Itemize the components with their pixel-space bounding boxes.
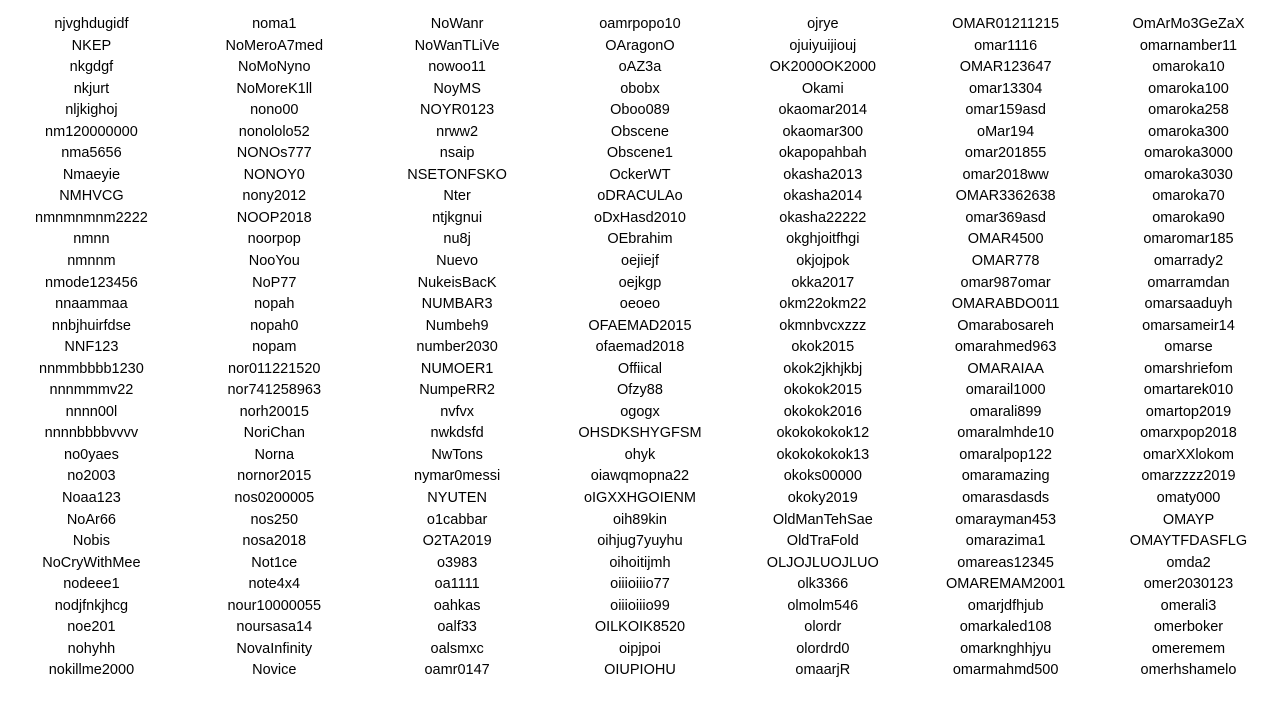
username-cell: omarXXlokom bbox=[1142, 446, 1235, 463]
username-cell: ojuiyuijiouj bbox=[789, 37, 857, 54]
username-cell: nsaip bbox=[439, 145, 475, 162]
username-cell: okm22okm22 bbox=[779, 296, 867, 313]
username-cell: nodeee1 bbox=[63, 576, 120, 593]
username-cell: nmode123456 bbox=[45, 274, 138, 291]
username-cell: NoWanTLiVe bbox=[414, 37, 500, 54]
username-cell: NSETONFSKO bbox=[407, 166, 507, 183]
username-cell: omerhshamelo bbox=[1140, 662, 1237, 679]
username-cell: o1cabbar bbox=[426, 511, 488, 528]
username-cell: oiiioiiio77 bbox=[610, 576, 670, 593]
username-cell: okka2017 bbox=[791, 274, 855, 291]
username-cell: omarshriefom bbox=[1144, 360, 1233, 377]
username-cell: number2030 bbox=[416, 339, 498, 356]
username-cell: nnmmbbbb1230 bbox=[39, 360, 144, 377]
username-cell: nour10000055 bbox=[227, 597, 322, 614]
username-cell: NoAr66 bbox=[66, 511, 116, 528]
username-cell: omar1116 bbox=[974, 37, 1038, 54]
username-cell: omarayman453 bbox=[955, 511, 1057, 528]
username-cell: omartop2019 bbox=[1145, 403, 1232, 420]
username-cell: nnnn00l bbox=[65, 403, 118, 420]
username-cell: nwkdsfd bbox=[430, 425, 484, 442]
username-cell: NoCryWithMee bbox=[42, 554, 141, 571]
username-cell: ogogx bbox=[620, 403, 660, 420]
username-cell: OMAR123647 bbox=[959, 59, 1052, 76]
username-cell: okok2015 bbox=[791, 339, 855, 356]
username-cell: omda2 bbox=[1166, 554, 1211, 571]
username-cell: Obscene1 bbox=[606, 145, 673, 162]
username-cell: OMAR3362638 bbox=[955, 188, 1056, 205]
username-cell: oDxHasd2010 bbox=[594, 209, 686, 226]
username-cell: norh20015 bbox=[239, 403, 309, 420]
username-cell: nos250 bbox=[250, 511, 299, 528]
username-cell: omaroka258 bbox=[1148, 102, 1229, 119]
username-cell: oejiejf bbox=[621, 253, 659, 270]
username-cell: okapopahbah bbox=[778, 145, 867, 162]
username-cell: omaralpop122 bbox=[959, 446, 1052, 463]
username-cell: omarsaaduyh bbox=[1144, 296, 1233, 313]
username-cell: oalsmxc bbox=[430, 640, 484, 657]
username-cell: omarkaled108 bbox=[959, 619, 1052, 636]
username-cell: ofaemad2018 bbox=[595, 339, 685, 356]
username-cell: NONOY0 bbox=[243, 166, 305, 183]
column-4 bbox=[549, 14, 732, 705]
username-cell: oahkas bbox=[433, 597, 481, 614]
username-cell: omaroka3030 bbox=[1144, 166, 1233, 183]
username-cell: omaroka3000 bbox=[1144, 145, 1233, 162]
username-cell: nosa2018 bbox=[242, 533, 307, 550]
username-cell: NoriChan bbox=[243, 425, 305, 442]
username-cell: omaroka100 bbox=[1148, 80, 1229, 97]
username-cell: nonololo52 bbox=[238, 123, 310, 140]
username-cell: omaarjR bbox=[795, 662, 851, 679]
username-cell: omarramdan bbox=[1147, 274, 1230, 291]
username-cell: olmolm546 bbox=[787, 597, 859, 614]
username-cell: OAragonO bbox=[605, 37, 675, 54]
username-cell: Nmaeyie bbox=[62, 166, 121, 183]
username-cell: noma1 bbox=[252, 16, 297, 32]
username-cell: okok2jkhjkbj bbox=[783, 360, 863, 377]
username-cell: olk3366 bbox=[797, 576, 849, 593]
username-cell: omarse bbox=[1164, 339, 1213, 356]
column-7 bbox=[1097, 14, 1280, 705]
column-6 bbox=[914, 14, 1097, 705]
username-cell: omerali3 bbox=[1160, 597, 1217, 614]
username-cell: okoky2019 bbox=[787, 490, 858, 507]
username-cell: OckerWT bbox=[609, 166, 671, 183]
username-cell: omartarek010 bbox=[1143, 382, 1234, 399]
username-cell: OFAEMAD2015 bbox=[588, 317, 692, 334]
username-cell: omar159asd bbox=[965, 102, 1046, 119]
username-cell: nopah0 bbox=[250, 317, 299, 334]
username-cell: okokok2016 bbox=[783, 403, 862, 420]
username-cell: olordrd0 bbox=[796, 640, 850, 657]
username-cell: nu8j bbox=[443, 231, 471, 248]
username-cell: omarail1000 bbox=[965, 382, 1046, 399]
username-cell: nnaammaa bbox=[55, 296, 128, 313]
username-cell: Norna bbox=[254, 446, 295, 463]
username-cell: nljkighoj bbox=[65, 102, 118, 119]
username-cell: nopah bbox=[254, 296, 295, 313]
username-cell: nmnnm bbox=[67, 253, 116, 270]
username-cell: Nter bbox=[443, 188, 471, 205]
username-cell: nma5656 bbox=[61, 145, 122, 162]
username-cell: omerboker bbox=[1153, 619, 1224, 636]
username-cell: okasha22222 bbox=[779, 209, 867, 226]
username-cell: nkjurt bbox=[73, 80, 110, 97]
username-cell: ntjkgnui bbox=[432, 209, 483, 226]
username-cell: NoWanr bbox=[430, 16, 484, 32]
username-cell: nrww2 bbox=[436, 123, 479, 140]
username-cell: NOOP2018 bbox=[236, 209, 312, 226]
username-cell: omareas12345 bbox=[957, 554, 1055, 571]
username-cell: okokokokok12 bbox=[776, 425, 870, 442]
username-cell: omar13304 bbox=[968, 80, 1043, 97]
username-cell: noorpop bbox=[247, 231, 301, 248]
username-cell: OMARABDO011 bbox=[951, 296, 1060, 313]
username-cell: NUMBAR3 bbox=[421, 296, 493, 313]
username-cell: NukeisBacK bbox=[417, 274, 497, 291]
username-cell: olordr bbox=[804, 619, 842, 636]
username-cell: ohyk bbox=[624, 446, 656, 463]
username-cell: Obscene bbox=[610, 123, 669, 140]
username-cell: Omarabosareh bbox=[957, 317, 1054, 334]
username-cell: Nuevo bbox=[436, 253, 479, 270]
username-cell: NYUTEN bbox=[427, 490, 487, 507]
username-cell: OMAYP bbox=[1162, 511, 1215, 528]
username-cell: oeoeo bbox=[619, 296, 661, 313]
username-cell: nor011221520 bbox=[228, 360, 321, 377]
username-cell: noursasa14 bbox=[236, 619, 313, 636]
username-cell: oIGXXHGOIENM bbox=[583, 490, 696, 507]
username-cell: okokokokok13 bbox=[776, 446, 870, 463]
username-cell: oamr0147 bbox=[424, 662, 490, 679]
username-cell: omarali899 bbox=[969, 403, 1042, 420]
username-cell: NoyMS bbox=[433, 80, 481, 97]
username-cell: okghjoitfhgi bbox=[786, 231, 860, 248]
username-cell: nony2012 bbox=[242, 188, 307, 205]
username-cell: Offiical bbox=[617, 360, 662, 377]
username-cell: oDRACULAo bbox=[597, 188, 683, 205]
username-cell: okaomar2014 bbox=[778, 102, 868, 119]
username-cell: OMAYTFDASFLG bbox=[1129, 533, 1248, 550]
username-cell: omeremem bbox=[1151, 640, 1226, 657]
username-cell: Nobis bbox=[72, 533, 110, 550]
username-cell: OMAR01211215 bbox=[952, 16, 1060, 32]
username-cell: NoMeroA7med bbox=[225, 37, 324, 54]
username-cell: nkgdgf bbox=[69, 59, 114, 76]
username-cell: Novice bbox=[252, 662, 297, 679]
username-cell: okasha2013 bbox=[783, 166, 863, 183]
username-cell: okaomar300 bbox=[782, 123, 864, 140]
username-cell: O2TA2019 bbox=[422, 533, 492, 550]
username-cell: omarsameir14 bbox=[1142, 317, 1235, 334]
username-cell: nor741258963 bbox=[227, 382, 322, 399]
username-cell: omar987omar bbox=[960, 274, 1051, 291]
username-cell: NKEP bbox=[71, 37, 112, 54]
username-cell: oiawqmopna22 bbox=[590, 468, 690, 485]
username-cell: omarxpop2018 bbox=[1140, 425, 1237, 442]
username-cell: OmArMo3GeZaX bbox=[1132, 16, 1245, 32]
username-cell: NoMoNyno bbox=[238, 59, 311, 76]
username-cell: NooYou bbox=[248, 253, 300, 270]
username-cell: nos0200005 bbox=[234, 490, 315, 507]
column-5 bbox=[731, 14, 914, 705]
username-cell: NoP77 bbox=[252, 274, 297, 291]
username-cell: NovaInfinity bbox=[236, 640, 313, 657]
username-cell: Numbeh9 bbox=[425, 317, 489, 334]
username-cell: nodjfnkjhcg bbox=[54, 597, 129, 614]
username-cell: no0yaes bbox=[64, 446, 119, 463]
username-cell: oihjug7yuyhu bbox=[597, 533, 683, 550]
username-cell: omarahmed963 bbox=[954, 339, 1057, 356]
username-cell: omarrady2 bbox=[1153, 253, 1224, 270]
username-cell: omarjdfhjub bbox=[967, 597, 1044, 614]
username-cell: nnnmmmv22 bbox=[49, 382, 134, 399]
username-cell: NUMOER1 bbox=[420, 360, 494, 377]
username-cell: omarazima1 bbox=[965, 533, 1046, 550]
username-cell: omaroka10 bbox=[1152, 59, 1225, 76]
username-cell: o3983 bbox=[436, 554, 478, 571]
username-cell: NoMoreK1ll bbox=[236, 80, 313, 97]
username-cell: oMar194 bbox=[977, 123, 1035, 140]
username-cell: oipjpoi bbox=[618, 640, 661, 657]
username-cell: OMAREMAM2001 bbox=[946, 576, 1066, 593]
username-cell: omaroka300 bbox=[1148, 123, 1229, 140]
username-cell: Not1ce bbox=[251, 554, 298, 571]
username-cell: NONOs777 bbox=[236, 145, 312, 162]
column-2 bbox=[183, 14, 366, 705]
username-cell: okoks00000 bbox=[783, 468, 862, 485]
username-cell: nmnn bbox=[73, 231, 110, 248]
username-cell: omarnamber11 bbox=[1139, 37, 1238, 54]
username-cell: nopam bbox=[252, 339, 297, 356]
username-cell: OMAR4500 bbox=[967, 231, 1044, 248]
username-cell: NwTons bbox=[431, 446, 483, 463]
username-cell: NNF123 bbox=[64, 339, 119, 356]
username-cell: omarknghhjyu bbox=[960, 640, 1052, 657]
username-cell: nohyhh bbox=[67, 640, 116, 657]
username-cell: oiiioiiio99 bbox=[610, 597, 670, 614]
username-cell: ojrye bbox=[807, 16, 839, 32]
username-cell: oa1111 bbox=[434, 576, 480, 593]
username-cell: oejkgp bbox=[618, 274, 662, 291]
username-cell: NumpeRR2 bbox=[419, 382, 495, 399]
username-cell: nono00 bbox=[250, 102, 299, 119]
username-cell: omar201855 bbox=[964, 145, 1047, 162]
username-cell: omaroka70 bbox=[1152, 188, 1225, 205]
username-cell: OMARAIAA bbox=[967, 360, 1044, 377]
username-cell: OHSDKSHYGFSM bbox=[578, 425, 702, 442]
username-cell: OMAR778 bbox=[971, 253, 1040, 270]
username-cell: okjojpok bbox=[796, 253, 850, 270]
username-cell: okokok2015 bbox=[783, 382, 862, 399]
username-cell: OLJOJLUOJLUO bbox=[766, 554, 879, 571]
column-3 bbox=[366, 14, 549, 705]
username-cell: nnbjhuirfdse bbox=[51, 317, 131, 334]
username-cell: no2003 bbox=[67, 468, 116, 485]
username-cell: oAZ3a bbox=[618, 59, 662, 76]
username-cell: obobx bbox=[620, 80, 660, 97]
username-cell: nornor2015 bbox=[237, 468, 312, 485]
username-cell: OldTraFold bbox=[786, 533, 859, 550]
username-cell: NMHVCG bbox=[59, 188, 124, 205]
username-cell: nm120000000 bbox=[45, 123, 138, 140]
username-cell: omaty000 bbox=[1156, 490, 1221, 507]
username-cell: OEbrahim bbox=[607, 231, 673, 248]
username-cell: omaramazing bbox=[961, 468, 1050, 485]
username-cell: Okami bbox=[801, 80, 844, 97]
username-cell: noe201 bbox=[67, 619, 116, 636]
username-cell: omaroka90 bbox=[1152, 209, 1225, 226]
username-cell: nymar0messi bbox=[414, 468, 501, 485]
username-cell: njvghdugidf bbox=[54, 16, 129, 32]
username-cell: omer2030123 bbox=[1143, 576, 1234, 593]
username-cell: OldManTehSae bbox=[772, 511, 873, 528]
username-cell: NOYR0123 bbox=[420, 102, 495, 119]
username-cell: OIUPIOHU bbox=[604, 662, 676, 679]
username-cell: nowoo11 bbox=[428, 59, 486, 76]
username-cell: omarasdasds bbox=[962, 490, 1050, 507]
username-cell: Oboo089 bbox=[610, 102, 670, 119]
username-cell: okmnbvcxzzz bbox=[779, 317, 867, 334]
username-cell: nokillme2000 bbox=[48, 662, 135, 679]
username-cell: omarzzzz2019 bbox=[1141, 468, 1236, 485]
username-cell: oihoitijmh bbox=[609, 554, 671, 571]
username-cell: Ofzy88 bbox=[616, 382, 663, 399]
username-cell: note4x4 bbox=[248, 576, 301, 593]
username-cell: omarmahmd500 bbox=[952, 662, 1059, 679]
username-cell: oih89kin bbox=[612, 511, 667, 528]
username-cell: nnnnbbbbvvvv bbox=[44, 425, 139, 442]
username-cell: omar369asd bbox=[965, 209, 1046, 226]
column-1 bbox=[0, 14, 183, 705]
username-cell: oamrpopo10 bbox=[599, 16, 681, 32]
username-cell: nmnmnmnm2222 bbox=[35, 209, 148, 226]
username-cell: omar2018ww bbox=[962, 166, 1049, 183]
username-cell: OK2000OK2000 bbox=[769, 59, 876, 76]
username-cell: OILKOIK8520 bbox=[594, 619, 686, 636]
username-cell: oalf33 bbox=[437, 619, 477, 636]
username-cell: omaromar185 bbox=[1143, 231, 1234, 248]
username-cell: nvfvx bbox=[440, 403, 475, 420]
username-cell: Noaa123 bbox=[61, 490, 121, 507]
username-cell: okasha2014 bbox=[783, 188, 863, 205]
username-cell: omaralmhde10 bbox=[957, 425, 1054, 442]
